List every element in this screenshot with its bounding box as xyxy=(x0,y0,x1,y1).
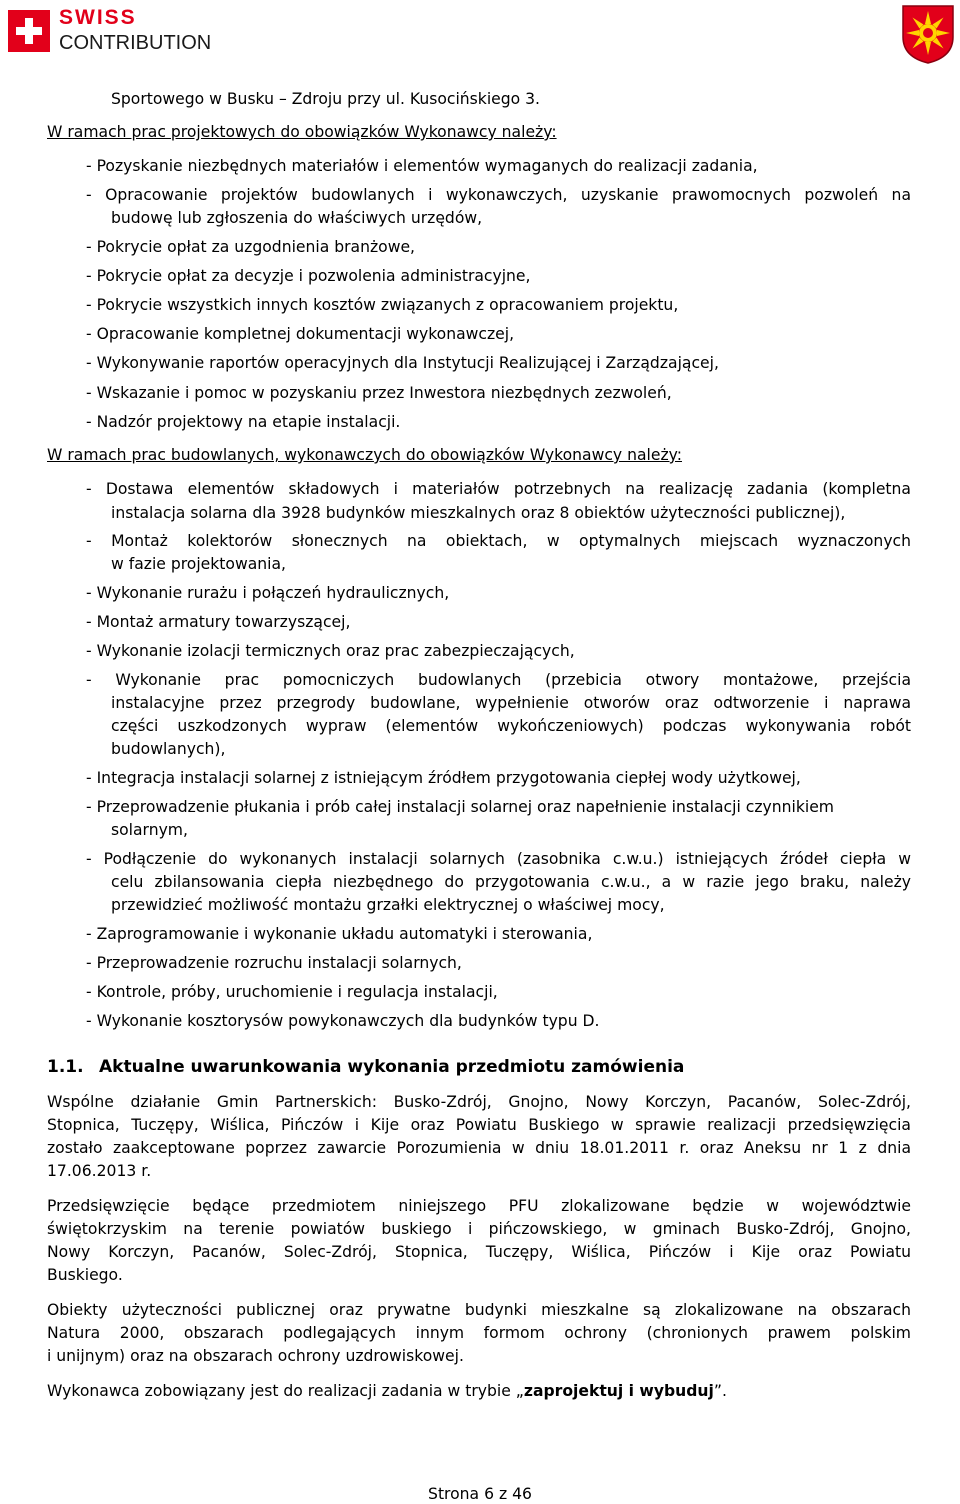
list-item: - Dostawa elementów składowych i materiałów potrzebnych na realizację zadania (kompletna xyxy=(86,480,911,498)
list-item: instalacja solarna dla 3928 budynków mieszkalnych oraz 8 obiektów użyteczności publicznej), xyxy=(111,504,846,522)
design-heading: W ramach prac projektowych do obowiązków Wykonawcy należy: xyxy=(47,123,557,141)
section-number: 1.1. xyxy=(47,1057,84,1077)
paragraph-line: Natura 2000, obszarach podlegających innym formom ochrony (chronionych prawem polskim xyxy=(47,1324,911,1342)
final-after: ”. xyxy=(713,1382,727,1400)
list-item: - Wykonanie izolacji termicznych oraz prac zabezpieczających, xyxy=(86,642,575,660)
list-item: - Opracowanie projektów budowlanych i wykonawczych, uzyskanie prawomocnych pozwoleń na xyxy=(86,186,911,204)
paragraph-line: Nowy Korczyn, Pacanów, Solec-Zdrój, Stopnica, Tuczępy, Wiślica, Pińczów i Kije oraz Powiatu xyxy=(47,1243,911,1261)
list-item: - Zaprogramowanie i wykonanie układu automatyki i sterowania, xyxy=(86,925,593,943)
paragraph-line: zostało zaakceptowane poprzez zawarcie Porozumienia w dniu 18.01.2011 r. oraz Aneksu nr 1 z dnia xyxy=(47,1139,911,1157)
list-item: w fazie projektowania, xyxy=(111,555,286,573)
final-before: Wykonawca zobowiązany jest do realizacji zadania w trybie „ xyxy=(47,1382,524,1400)
list-item: - Pokrycie opłat za decyzje i pozwolenia administracyjne, xyxy=(86,267,531,285)
list-item: - Integracja instalacji solarnej z istniejącym źródłem przygotowania ciepłej wody użytkowej, xyxy=(86,769,801,787)
swiss-cross-icon xyxy=(8,10,50,52)
list-item: - Pokrycie opłat za uzgodnienia branżowe, xyxy=(86,238,416,256)
list-item: - Wykonywanie raportów operacyjnych dla Instytucji Realizującej i Zarządzającej, xyxy=(86,354,719,372)
list-item: części uszkodzonych wypraw (elementów wykończeniowych) podczas wykonywania robót xyxy=(111,717,911,735)
swiss-contribution-logo xyxy=(8,6,228,56)
list-item: solarnym, xyxy=(111,821,188,839)
paragraph-line: Buskiego. xyxy=(47,1266,123,1284)
sun-coat-of-arms-icon xyxy=(900,3,956,65)
list-item: - Pokrycie wszystkich innych kosztów związanych z opracowaniem projektu, xyxy=(86,296,679,314)
paragraph-line: 17.06.2013 r. xyxy=(47,1162,152,1180)
list-item: - Wykonanie rurażu i połączeń hydraulicznych, xyxy=(86,584,450,602)
final-sentence xyxy=(47,1380,727,1402)
page-number: Strona 6 z 46 xyxy=(428,1485,532,1503)
intro-tail: Sportowego w Busku – Zdroju przy ul. Kusocińskiego 3. xyxy=(111,90,541,108)
list-item: - Opracowanie kompletnej dokumentacji wykonawczej, xyxy=(86,325,515,343)
list-item: budowlanych), xyxy=(111,740,226,758)
paragraph-line: Stopnica, Tuczępy, Wiślica, Pińczów i Kije oraz Powiatu Buskiego w sprawie realizacji przedsięwzięcia xyxy=(47,1116,911,1134)
list-item: przewidzieć możliwość montażu grzałki elektrycznej o właściwej mocy, xyxy=(111,896,665,914)
list-item: - Przeprowadzenie płukania i prób całej instalacji solarnej oraz napełnienie instalacji czynnikiem xyxy=(86,798,834,816)
list-item: - Wykonanie kosztorysów powykonawczych dla budynków typu D. xyxy=(86,1012,600,1030)
section-title: Aktualne uwarunkowania wykonania przedmiotu zamówienia xyxy=(99,1057,685,1077)
paragraph-line: Obiekty użyteczności publicznej oraz prywatne budynki mieszkalne są zlokalizowane na obszarach xyxy=(47,1301,911,1319)
list-item: - Nadzór projektowy na etapie instalacji. xyxy=(86,413,401,431)
list-item: - Pozyskanie niezbędnych materiałów i elementów wymaganych do realizacji zadania, xyxy=(86,157,758,175)
list-item: - Podłączenie do wykonanych instalacji solarnych (zasobnika c.w.u.) istniejących źródeł ciepła w xyxy=(86,850,911,868)
list-item: - Przeprowadzenie rozruchu instalacji solarnych, xyxy=(86,954,462,972)
list-item: - Montaż kolektorów słonecznych na obiektach, w optymalnych miejscach wyznaczonych xyxy=(86,532,911,550)
paragraph-line: i unijnym) oraz na obszarach ochrony uzdrowiskowej. xyxy=(47,1347,464,1365)
paragraph-line: Przedsięwzięcie będące przedmiotem niniejszego PFU zlokalizowane będzie w województwie xyxy=(47,1197,911,1215)
list-item: celu zbilansowania ciepła niezbędnego do przygotowania c.w.u., a w razie jego braku, należy xyxy=(111,873,911,891)
paragraph-line: Wspólne działanie Gmin Partnerskich: Busko-Zdrój, Gnojno, Nowy Korczyn, Pacanów, Solec-Zdrój, xyxy=(47,1093,911,1111)
construction-heading: W ramach prac budowlanych, wykonawczych do obowiązków Wykonawcy należy: xyxy=(47,446,682,464)
list-item: - Kontrole, próby, uruchomienie i regulacja instalacji, xyxy=(86,983,498,1001)
list-item: - Montaż armatury towarzyszącej, xyxy=(86,613,351,631)
list-item: - Wykonanie prac pomocniczych budowlanych (przebicia otwory montażowe, przejścia xyxy=(86,671,911,689)
logo-swiss-text: SWISS xyxy=(59,6,137,29)
list-item: instalacyjne przez przegrody budowlane, wypełnienie otworów oraz odtworzenie i naprawa xyxy=(111,694,911,712)
logo-contribution-text: CONTRIBUTION xyxy=(59,32,212,54)
final-bold: zaprojektuj i wybuduj xyxy=(523,1382,714,1400)
list-item: - Wskazanie i pomoc w pozyskaniu przez Inwestora niezbędnych zezwoleń, xyxy=(86,384,672,402)
list-item: budowę lub zgłoszenia do właściwych urzędów, xyxy=(111,209,483,227)
paragraph-line: świętokrzyskim na terenie powiatów buskiego i pińczowskiego, w gminach Busko-Zdrój, Gnojno, xyxy=(47,1220,911,1238)
